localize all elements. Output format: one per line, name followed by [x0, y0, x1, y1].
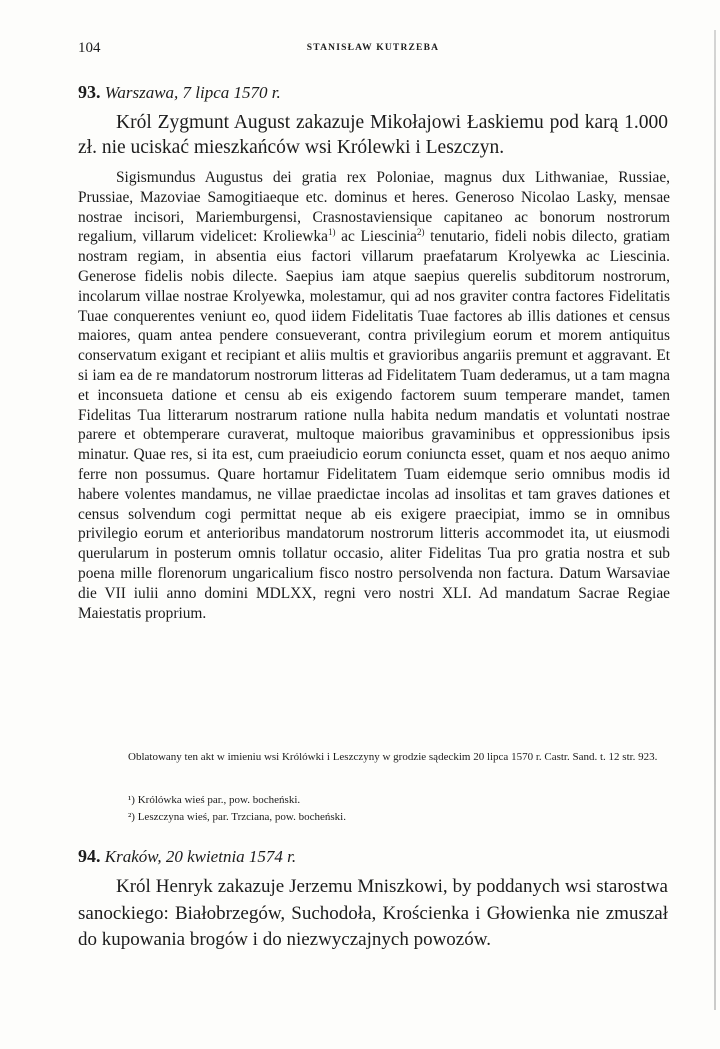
- doc-93-number: 93.: [78, 82, 101, 102]
- doc-93-place-date: Warszawa, 7 lipca 1570 r.: [104, 83, 281, 102]
- doc-93-footnotes: [128, 792, 346, 826]
- doc-94-place-date: Kraków, 20 kwietnia 1574 r.: [104, 847, 297, 866]
- doc-93-summary: [78, 110, 668, 160]
- page-number: 104: [78, 40, 101, 56]
- doc-94-summary: [78, 874, 668, 954]
- footnote-ref-2: 2): [416, 227, 425, 238]
- doc-93-note-text: Oblatowany ten akt w imieniu wsi Królówki i Leszczyny w grodzie sądeckim 20 lipca 1570 r. Castr. Sand. t. 12 str. 923.: [128, 751, 658, 763]
- doc-94-number: 94.: [78, 846, 101, 866]
- doc-93-latin-text: [78, 168, 670, 623]
- footnote-ref-1: 1): [327, 227, 336, 238]
- doc-93-summary-text: Król Zygmunt August zakazuje Mikołajowi Łaskiemu pod karą 1.000 zł. nie uciskać mieszkańców wsi Królewki i Leszczyn.: [78, 112, 668, 158]
- running-head: STANISŁAW KUTRZEBA: [306, 43, 440, 53]
- doc-94-summary-text: Król Henryk zakazuje Jerzemu Mniszkowi, by poddanych wsi starostwa sanockiego: Białobrzegów, Suchodoła, Krościenka i Głowienka nie zmuszał do kupowania brogów i do niezwyczajnych powozów.: [78, 876, 668, 950]
- doc-93-body: [78, 168, 670, 623]
- doc-93-archival-note: [78, 750, 670, 766]
- doc-94-heading: [78, 846, 296, 867]
- doc-93-text-part-c: tenutario, fideli nobis dilecto, gratiam nostram regiam, in absentia eius factori villarum praefatarum Krolyewka ac Liescinia. Generose fidelis nobis dilecte. Saepius iam atque saepius querelis subditorum nostrorum, incolarum villae nostrae Krolyewka, molestamur, qui ad nos graviter contra factores Fidelitatis Tuae conquerentes veniunt eo, quod iidem Fidelitatis Tuae factores ab illis dationes et census maiores, quam antea pendere consueverant, contra privilegium eorum et morem antiquitus conservatum exigant et recipiant et aliis multis et gravioribus angariis premunt et aggravant. Et si iam ea de re mandatorum nostrorum litteras ad Fidelitatem Tuam dederamus, ut a tam magna et inconsueta datione et censu ab eis exigendo factorem suum temperare mandet, tamen Fidelitas Tua litterarum nostrarum ratione nulla habita nedum mandatis et voluntati nostrae parere et obtemperare curaverat, multoque maioribus gravaminibus et oppressionibus ipsis minatur. Quae res, si ita est, cum praeiudicio eorum coniuncta esset, quam et nos aequo animo ferre non possumus. Quare hortamur Fidelitatem Tuam eidemque serio omnibus modis id habere volentes mandamus, ne villae praedictae incolas ad insolitas et tam graves dationes et census solvendum cogi permittat neque ab eis exigere praecipiat, immo se in omnibus privilegio eorum et anterioribus mandatorum nostrorum litteris accommodet ita, ut eiusmodi querularum in posterum omnis tollatur occasio, aliter Fidelitas Tua pro gratia nostra et sub poena mille florenorum ungaricalium fisco nostro persolvenda non factura. Datum Warsaviae die VII iulii anno domini MDLXX, regni vero nostri XLI. Ad mandatum Sacrae Regiae Maiestatis proprium.: [78, 228, 670, 622]
- page-header: [78, 40, 668, 62]
- footnote-2: ²) Leszczyna wieś, par. Trzciana, pow. bocheński.: [128, 811, 346, 823]
- doc-93-text-part-b: ac Liescinia: [335, 228, 417, 246]
- doc-93-text-part-a: Sigismundus Augustus dei gratia rex Poloniae, magnus dux Lithwaniae, Russiae, Prussiae, Mazoviae Samogitiaeque etc. dominus et heres. Generoso Nicolao Lasky, mensae nostrae incisori, Mariemburgensi, Crasnostaviensique capitaneo ac bonorum nostrorum regalium, villarum videlicet: Kroliewka: [78, 169, 670, 246]
- doc-93-heading: [78, 82, 281, 103]
- page-edge-shadow: [714, 30, 716, 1010]
- footnote-1: ¹) Królówka wieś par., pow. bocheński.: [128, 794, 301, 806]
